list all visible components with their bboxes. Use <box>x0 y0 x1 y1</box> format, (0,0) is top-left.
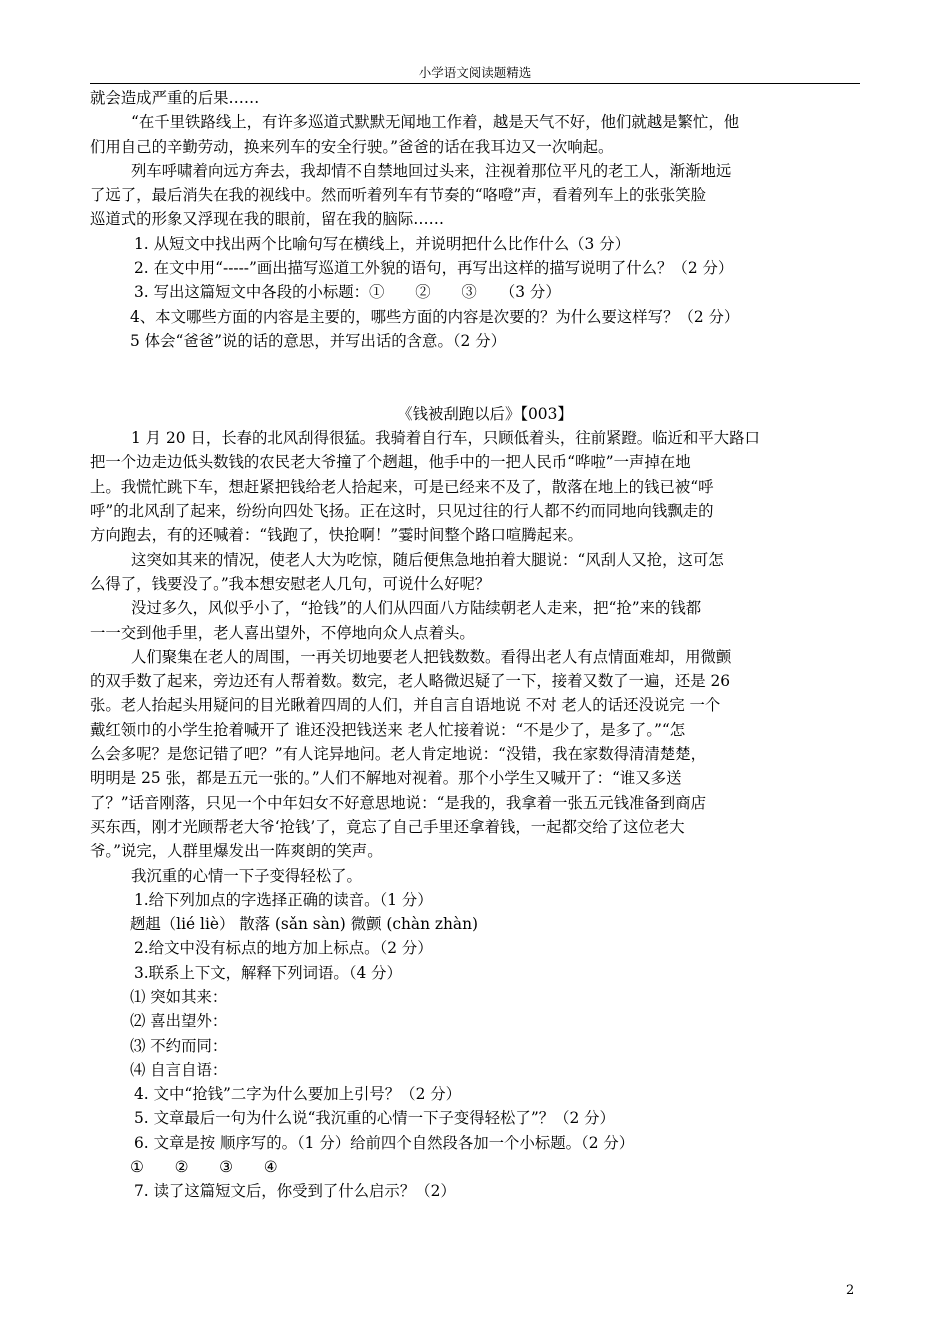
body-line: 了？”话音刚落，只见一个中年妇女不好意思地说：“是我的，我拿着一张五元钱准备到商店 <box>90 793 706 812</box>
body-line: 没过多久，风似乎小了，“抢钱”的人们从四面八方陆续朝老人走来，把“抢”来的钱都 <box>131 599 702 618</box>
question-item: ⑶ 不约而同： <box>130 1036 228 1055</box>
body-line: 把一个边走边低头数钱的农民老大爷撞了个趔趄，他手中的一把人民币“哗啦”一声掉在地 <box>90 453 691 472</box>
question-item: 2.给文中没有标点的地方加上标点。（2 分） <box>134 939 433 958</box>
question-item: 3.联系上下文，解释下列词语。（4 分） <box>134 963 402 982</box>
body-line: 呼”的北风刮了起来，纷纷向四处飞扬。正在这时，只见过往的行人都不约而同地向钱飘走的 <box>90 502 714 521</box>
question-item: 5. 文章最后一句为什么说“我沉重的心情一下子变得轻松了”？（2 分） <box>134 1109 615 1128</box>
body-line: 么会多呢？是您记错了吧？”有人诧异地问。老人肯定地说：“没错，我在家数得清清楚楚， <box>90 745 706 764</box>
question-item: 1. 从短文中找出两个比喻句写在横线上，并说明把什么比作什么（3 分） <box>134 234 630 253</box>
question-item: 4. 文中“抢钱”二字为什么要加上引号？（2 分） <box>134 1085 462 1104</box>
article-title: 《钱被刮跑以后》【003】 <box>397 404 573 423</box>
question-item: 趔趄（lié liè） 散落 (sǎn sàn) 微颤 (chàn zhàn) <box>130 915 478 934</box>
body-line: 们用自己的辛勤劳动，换来列车的安全行驶。”爸爸的话在我耳边又一次响起。 <box>90 137 614 156</box>
body-line: 上。我慌忙跳下车，想赶紧把钱给老人拾起来，可是已经来不及了，散落在地上的钱已被“呼 <box>90 477 714 496</box>
question-item: 7. 读了这篇短文后，你受到了什么启示？（2） <box>134 1182 456 1201</box>
body-line: 列车呼啸着向远方奔去，我却情不自禁地回过头来，注视着那位平凡的老工人，渐渐地远 <box>131 161 732 180</box>
header-rule <box>90 83 860 84</box>
question-item: 3. 写出这篇短文中各段的小标题：① ② ③ （3 分） <box>134 283 561 302</box>
question-item: 1.给下列加点的字选择正确的读音。（1 分） <box>134 890 433 909</box>
page-number: 2 <box>846 1283 855 1298</box>
question-item: ⑵ 喜出望外： <box>130 1012 228 1031</box>
question-item: ⑴ 突如其来： <box>130 987 228 1006</box>
body-line: 的双手数了起来，旁边还有人帮着数。数完，老人略微迟疑了一下，接着又数了一遍，还是 26 <box>90 672 731 691</box>
question-item: 5 体会“爸爸”说的话的意思，并写出话的含意。（2 分） <box>130 331 506 350</box>
body-line: 就会造成严重的后果…… <box>90 89 260 107</box>
body-line: 我沉重的心情一下子变得轻松了。 <box>131 866 362 885</box>
question-item: ⑷ 自言自语： <box>130 1060 228 1079</box>
spacer <box>90 378 870 402</box>
body-line: 明明是 25 张，都是五元一张的。”人们不解地对视着。那个小学生又喊开了：“谁又多送 <box>90 769 682 788</box>
question-item: 6. 文章是按 顺序写的。（1 分）给前四个自然段各加一个小标题。（2 分） <box>134 1133 635 1152</box>
question-item: 4、本文哪些方面的内容是主要的，哪些方面的内容是次要的？为什么要这样写？（2 分） <box>130 307 740 326</box>
body-line: 爷。”说完，人群里爆发出一阵爽朗的笑声。 <box>90 842 383 861</box>
body-line: 了远了，最后消失在我的视线中。然而听着列车有节奏的“咯噔”声，看着列车上的张张笑脸 <box>90 186 706 205</box>
body-line: 这突如其来的情况，使老人大为吃惊，随后便焦急地拍着大腿说：“风刮人又抢，这可怎 <box>131 550 724 569</box>
body-line: 一一交到他手里，老人喜出望外，不停地向众人点着头。 <box>90 623 475 642</box>
document-body <box>90 86 870 1204</box>
body-line: 巡道式的形象又浮现在我的眼前，留在我的脑际…… <box>90 210 444 229</box>
body-line: 张。老人抬起头用疑问的目光瞅着四周的人们，并自言自语地说 不对 老人的话还没说完 一个 <box>90 696 721 715</box>
spacer <box>90 353 870 377</box>
body-line: 1 月 20 日，长春的北风刮得很猛。我骑着自行车，只顾低着头，往前紧蹬。临近和平大路口 <box>131 429 760 448</box>
body-line: 么得了，钱要没了。”我本想安慰老人几句，可说什么好呢？ <box>90 574 491 593</box>
body-line: 人们聚集在老人的周围，一再关切地要老人把钱数数。看得出老人有点情面难却，用微颤 <box>131 647 732 666</box>
body-line: 买东西，刚才光顾帮老大爷‘抢钱’了，竟忘了自己手里还拿着钱，一起都交给了这位老大 <box>90 817 685 836</box>
question-item: ① ② ③ ④ <box>130 1158 278 1177</box>
body-line: 戴红领巾的小学生抢着喊开了 谁还没把钱送来 老人忙接着说：“不是少了，是多了。”“怎 <box>90 720 686 739</box>
question-item: 2. 在文中用“-----”画出描写巡道工外貌的语句，再写出这样的描写说明了什么？（2 分） <box>134 259 734 278</box>
running-header: 小学语文阅读题精选 <box>418 65 532 80</box>
body-line: 方向跑去，有的还喊着：“钱跑了，快抢啊！”霎时间整个路口喧腾起来。 <box>90 526 583 545</box>
body-line: “在千里铁路线上，有许多巡道式默默无闻地工作着，越是天气不好，他们就越是繁忙，他 <box>131 113 740 132</box>
